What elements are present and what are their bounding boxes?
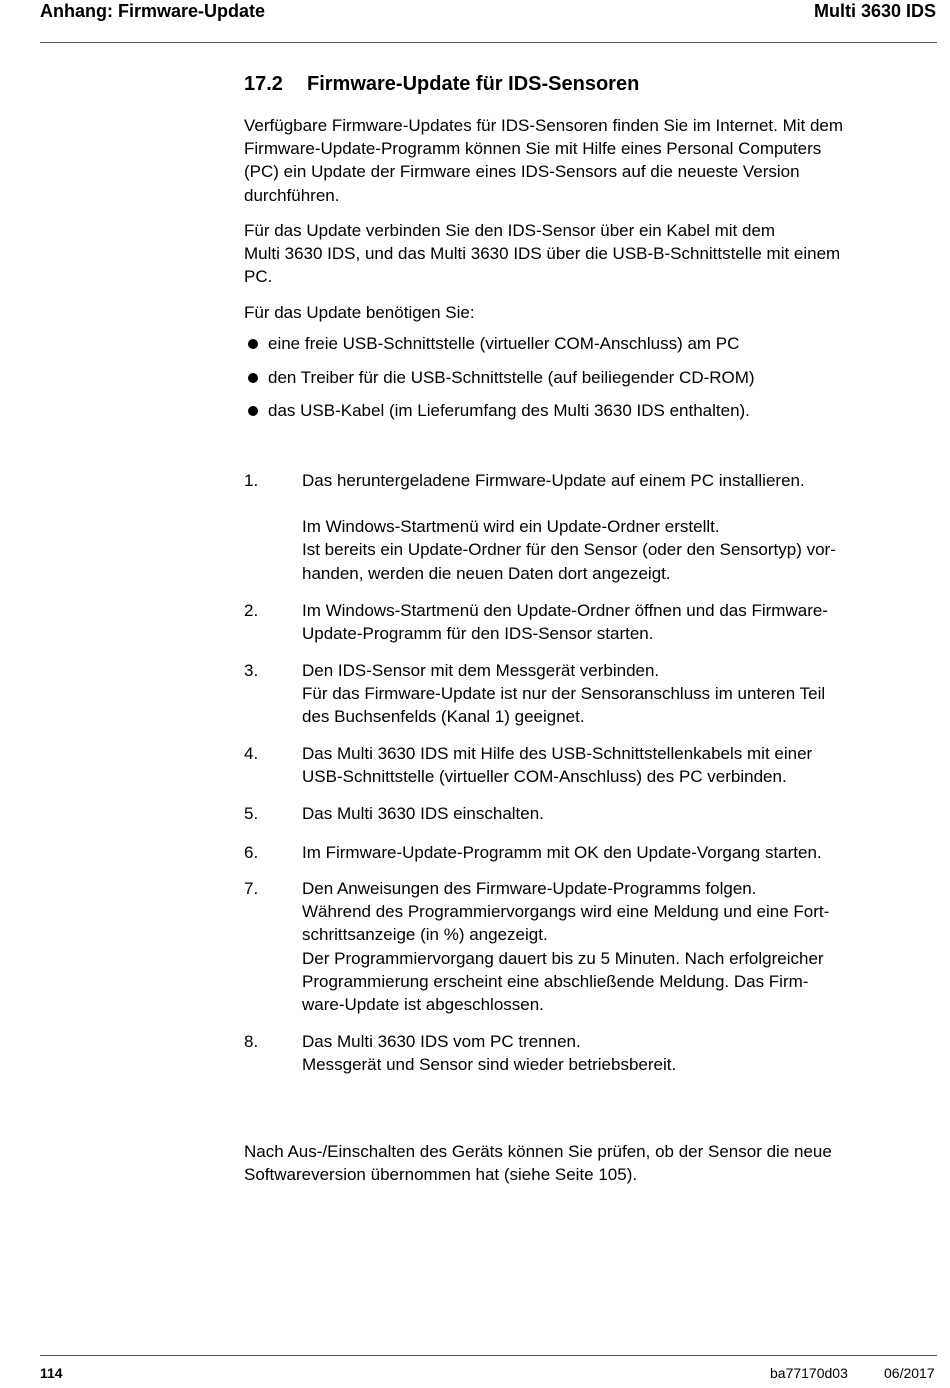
text-line: Multi 3630 IDS, und das Multi 3630 IDS über die USB-B-Schnittstelle mit einem <box>244 244 841 264</box>
step-line: Den Anweisungen des Firmware-Update-Programms folgen. <box>302 879 757 898</box>
text-line: Nach Aus-/Einschalten des Geräts können Sie prüfen, ob der Sensor die neue <box>244 1142 832 1161</box>
requirement-text: den Treiber für die USB-Schnittstelle (auf beiliegender CD-ROM) <box>268 368 755 387</box>
bullet-icon <box>248 339 258 349</box>
step-line: Im Windows-Startmenü wird ein Update-Ordner erstellt. <box>302 517 720 537</box>
step-line: Das heruntergeladene Firmware-Update auf einem PC installieren. <box>302 471 805 490</box>
intro-paragraph-1 <box>244 114 929 207</box>
step-line: Das Multi 3630 IDS vom PC trennen. <box>302 1032 581 1051</box>
step-line: des Buchsenfelds (Kanal 1) geeignet. <box>302 707 585 727</box>
step-line: Programmierung erscheint eine abschließende Meldung. Das Firm- <box>302 971 809 991</box>
step-line: ware-Update ist abgeschlossen. <box>302 995 544 1015</box>
page-number: 114 <box>40 1365 63 1381</box>
section-heading <box>244 71 639 97</box>
text-line: Verfügbare Firmware-Updates für IDS-Sensoren finden Sie im Internet. Mit dem <box>244 116 844 135</box>
step-line: USB-Schnittstelle (virtueller COM-Anschluss) des PC verbinden. <box>302 767 787 787</box>
step-line: Für das Firmware-Update ist nur der Sensoranschluss im unteren Teil <box>302 684 826 704</box>
closing-paragraph <box>244 1140 929 1186</box>
text-line: PC. <box>244 267 273 287</box>
running-header-product: Multi 3630 IDS <box>813 1 936 21</box>
step-body <box>302 742 922 788</box>
step-number: 1. <box>244 471 259 490</box>
step-line: Das Multi 3630 IDS mit Hilfe des USB-Schnittstellenkabels mit einer <box>302 744 813 763</box>
intro-paragraph-2 <box>244 219 929 289</box>
step-body <box>302 659 922 729</box>
step-line: Ist bereits ein Update-Ordner für den Sensor (oder den Sensortyp) vor- <box>302 540 836 560</box>
step-line: handen, werden die neuen Daten dort angezeigt. <box>302 563 671 583</box>
step-line: schrittsanzeige (in %) angezeigt. <box>302 925 548 945</box>
text-line: (PC) ein Update der Firmware eines IDS-Sensors auf die neueste Version <box>244 162 800 182</box>
step-body <box>302 841 922 864</box>
step-line: Messgerät und Sensor sind wieder betriebsbereit. <box>302 1055 677 1075</box>
step-number: 2. <box>244 601 259 620</box>
step-line: Das Multi 3630 IDS einschalten. <box>302 804 544 823</box>
requirement-text: das USB-Kabel (im Lieferumfang des Multi 3630 IDS enthalten). <box>268 401 750 420</box>
section-number: 17.2 <box>244 73 283 95</box>
step-line: Den IDS-Sensor mit dem Messgerät verbinden. <box>302 661 660 680</box>
step-line: Der Programmiervorgang dauert bis zu 5 Minuten. Nach erfolgreicher <box>302 948 824 968</box>
step-number: 3. <box>244 661 259 680</box>
footer-divider <box>40 1355 937 1356</box>
header-divider <box>40 42 937 43</box>
requirements-intro: Für das Update benötigen Sie: <box>244 303 475 322</box>
step-number: 8. <box>244 1032 259 1051</box>
step-body <box>302 802 922 825</box>
step-number: 5. <box>244 804 259 823</box>
document-code: ba77170d03 <box>770 1365 848 1381</box>
text-line: Für das Update verbinden Sie den IDS-Sensor über ein Kabel mit dem <box>244 221 776 240</box>
step-line: Im Firmware-Update-Programm mit OK den Update-Vorgang starten. <box>302 843 822 862</box>
text-line: Softwareversion übernommen hat (siehe Seite 105). <box>244 1165 638 1185</box>
document-date: 06/2017 <box>884 1365 935 1381</box>
step-line-spacer <box>302 492 922 515</box>
step-line: Update-Programm für den IDS-Sensor starten. <box>302 624 654 644</box>
step-line: Während des Programmiervorgangs wird eine Meldung und eine Fort- <box>302 902 830 922</box>
running-header-chapter: Anhang: Firmware-Update <box>40 1 266 21</box>
step-number: 7. <box>244 879 259 898</box>
text-line: Firmware-Update-Programm können Sie mit Hilfe eines Personal Computers <box>244 139 822 159</box>
section-title: Firmware-Update für IDS-Sensoren <box>307 73 640 95</box>
step-body <box>302 877 922 1016</box>
text-line: durchführen. <box>244 185 340 205</box>
step-number: 6. <box>244 843 259 862</box>
step-body <box>302 1030 922 1076</box>
step-number: 4. <box>244 744 259 763</box>
step-body <box>302 469 922 585</box>
step-body <box>302 599 922 645</box>
bullet-icon <box>248 406 258 416</box>
bullet-icon <box>248 373 258 383</box>
step-line: Im Windows-Startmenü den Update-Ordner öffnen und das Firmware- <box>302 601 828 620</box>
requirement-text: eine freie USB-Schnittstelle (virtueller COM-Anschluss) am PC <box>268 334 740 353</box>
